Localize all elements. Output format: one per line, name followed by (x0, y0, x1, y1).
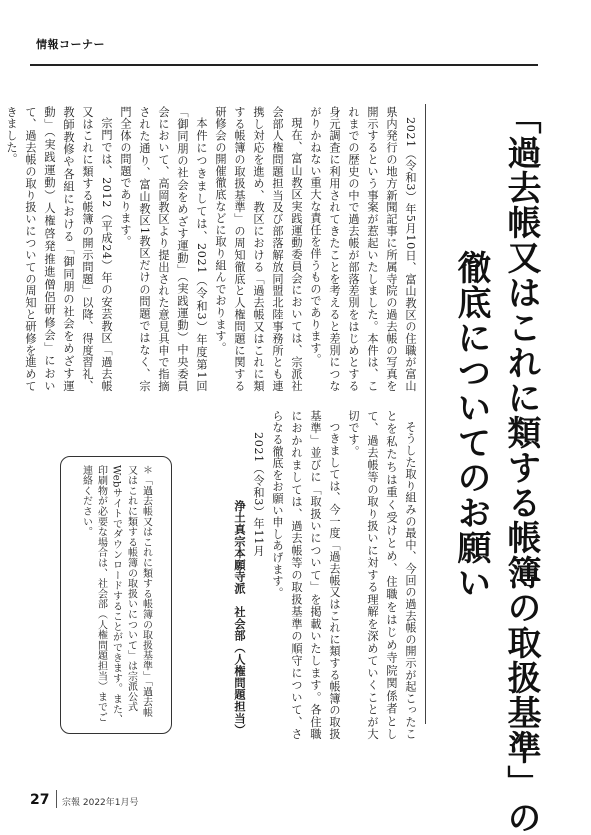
signature: 浄土真宗本願寺派 社会部（人権問題担当） (233, 500, 246, 736)
header-rule (30, 64, 538, 66)
paragraph-reflection: そうした取り組みの最中、今回の過去帳の開示が起こったことを私たちは重く受けとめ、住職をはじめ寺院関係者として、過去帳等の取り扱いに対する理解を深めていくことが大切です。 (347, 410, 417, 740)
note-box (60, 456, 172, 734)
title-divider (425, 104, 426, 724)
paragraph-incident: 2021（令和3）年5月10日、富山教区の住職が富山県内発行の地方新聞記事に所属寺院の過去帳の写真を開示するという事案が惹起いたしました。本件は、これまでの歴史の中で過去帳が部落差別をはじめとする身元調査に利用されてきたことを考えると差別につながりかねない重大な責任を伴うものであります。 (309, 106, 417, 392)
paragraph-request: つきましては、今一度「過去帳又はこれに類する帳簿の取扱基準」並びに「取扱いについて」を掲載いたします。各住職におかれましては、過去帳等の取扱基準の順守について、さらなる徹底をお願い申しあげます。 (271, 410, 341, 740)
paragraph-central-committee: 本件につきましては、2021（令和3）年度第1回「御同朋の社会をめざす運動」（実践運動）中央委員会において、高岡教区より提出された意見具申で指摘された通り、富山教区1教区だけの問題ではなく、宗門全体の問題であります。 (119, 106, 208, 392)
note-text: ＊「過去帳又はこれに類する帳簿の取扱基準」「過去帳又はこれに類する帳簿の取扱いについて」は宗派公式Webサイトでダウンロードすることができます。また、印刷物が必要な場合は、社会部（人権問題担当）までご連絡ください。 (80, 465, 152, 725)
footer-separator (56, 790, 57, 808)
page-number: 27 (30, 792, 50, 808)
article-title-line2: 徹底についてのお願い (451, 250, 491, 600)
date-line: 2021（令和3）年11月 (252, 432, 265, 558)
paragraph-aki-district: 宗門では、2012（平成24）年の安芸教区「過去帳又はこれに類する帳簿の開示問題」以降、得度習礼、教師教修や各組における「御同朋の社会をめざす運動」（実践運動）人権啓発推進僧侶研修会」において、過去帳の取り扱いについての周知と研修を進めてきました。 (5, 106, 113, 392)
article-body-lower (176, 410, 420, 740)
publication-name: 宗報 2022年1月号 (62, 798, 139, 808)
section-label: 情報コーナー (36, 38, 105, 51)
article-body-upper (5, 106, 420, 392)
article-title-line1: 「過去帳又はこれに類する帳簿の取扱基準」の (501, 100, 541, 835)
title-block (430, 100, 546, 835)
paragraph-current-response: 現在、富山教区実践運動委員会においては、宗派社会部人権問題担当及び部落解放同盟北陸事務所とも連携し対応を進め、教区における「過去帳又はこれに類する帳簿の取扱基準」の周知徹底と人権問題に関する研修会の開催徹底などに取り組んでおります。 (214, 106, 303, 392)
